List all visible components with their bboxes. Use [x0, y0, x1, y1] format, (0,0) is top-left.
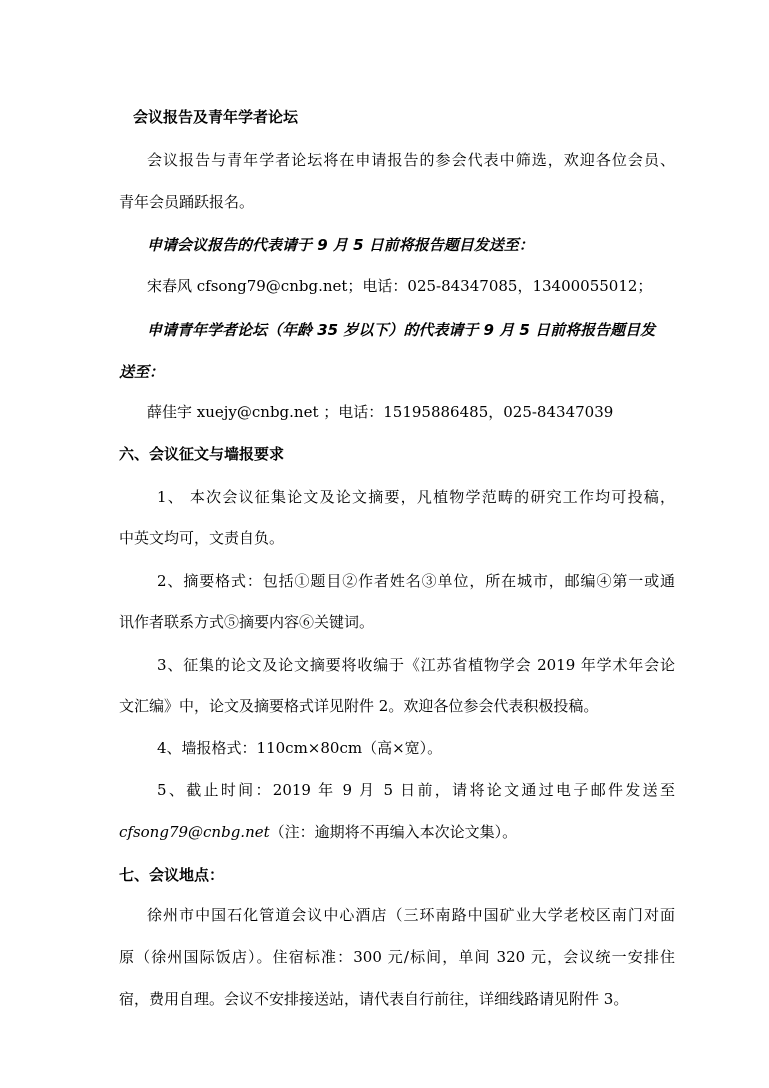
item3-line1: 3、征集的论文及论文摘要将收编于《江苏省植物学会 2019 年学术年会论: [157, 656, 675, 674]
section-seven-heading: 七、会议地点：: [119, 866, 225, 884]
youth-contact: 薛佳宇 xuejy@cnbg.net ；电话：15195886485，025-84347039: [147, 403, 614, 421]
report-notice: 申请会议报告的代表请于 9 月 5 日前将报告题目发送至：: [147, 236, 534, 254]
item2-line2: 讯作者联系方式⑤摘要内容⑥关键词。: [119, 613, 375, 631]
item1-line2: 中英文均可，文责自负。: [119, 529, 285, 547]
item2-line1: 2、摘要格式：包括①题目②作者姓名③单位，所在城市，邮编④第一或通: [157, 572, 675, 590]
forum-intro-line2: 青年会员踊跃报名。: [119, 193, 255, 211]
item3-line2: 文汇编》中，论文及摘要格式详见附件 2。欢迎各位参会代表积极投稿。: [119, 697, 599, 715]
venue-line3: 宿，费用自理。会议不安排接送站，请代表自行前往，详细线路请见附件 3。: [119, 990, 629, 1008]
youth-notice-line1: 申请青年学者论坛（年龄 35 岁以下）的代表请于 9 月 5 日前将报告题目发: [147, 321, 656, 339]
venue-line2: 原（徐州国际饭店）。住宿标准：300 元/标间，单间 320 元，会议统一安排住: [119, 948, 675, 966]
item4: 4、墙报格式：110cm×80cm（高×宽）。: [157, 739, 443, 757]
item5-line2: [119, 822, 517, 842]
forum-intro-line1: 会议报告与青年学者论坛将在申请报告的参会代表中筛选，欢迎各位会员、: [147, 151, 675, 169]
item5-email-link[interactable]: cfsong79@cnbg.net: [119, 823, 270, 841]
item5-line1: 5、截止时间：2019 年 9 月 5 日前，请将论文通过电子邮件发送至: [157, 781, 675, 799]
item1-line1: 1、 本次会议征集论文及论文摘要，凡植物学范畴的研究工作均可投稿，: [157, 488, 675, 506]
venue-line1: 徐州市中国石化管道会议中心酒店（三环南路中国矿业大学老校区南门对面: [147, 906, 675, 924]
youth-notice-line2: 送至：: [119, 363, 165, 381]
forum-heading: 会议报告及青年学者论坛: [133, 108, 299, 126]
section-six-heading: 六、会议征文与墙报要求: [119, 445, 285, 463]
item5-note: （注：逾期将不再编入本次论文集）。: [269, 823, 518, 841]
report-contact: 宋春风 cfsong79@cnbg.net；电话：025-84347085，13400055012；: [147, 277, 653, 295]
